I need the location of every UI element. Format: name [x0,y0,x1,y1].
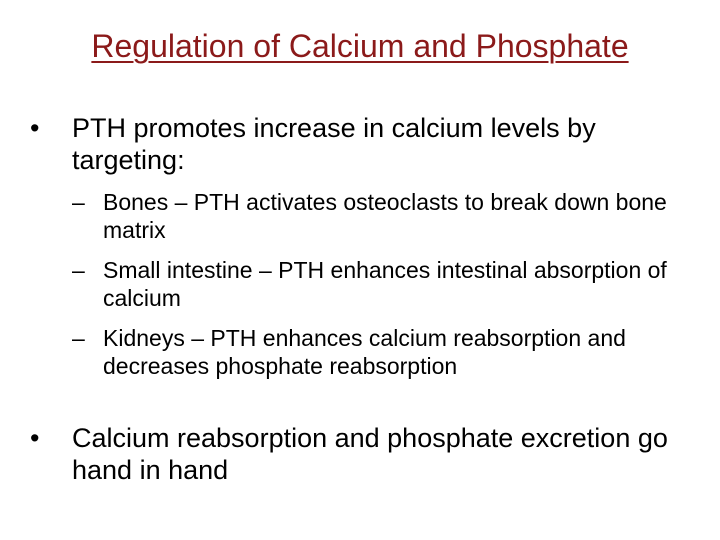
bullet-text: PTH promotes increase in calcium levels by targeting: [72,113,596,175]
slide-title: Regulation of Calcium and Phosphate [91,28,629,64]
sub-bullet-item [72,256,672,312]
sub-bullet-marker: – [72,325,85,351]
sub-bullet-text: Small intestine – PTH enhances intestinal absorption of calcium [103,257,667,311]
bullet-item [30,422,690,486]
bullet-text: Calcium reabsorption and phosphate excretion go hand in hand [72,423,668,485]
bullet-marker: • [30,423,40,453]
sub-bullet-marker: – [72,257,85,283]
sub-bullet-item [72,324,672,380]
sub-bullet-item [72,188,672,244]
sub-bullet-marker: – [72,189,85,215]
sub-bullet-text: Kidneys – PTH enhances calcium reabsorption and decreases phosphate reabsorption [103,325,626,379]
sub-bullet-text: Bones – PTH activates osteoclasts to break down bone matrix [103,189,667,243]
bullet-marker: • [30,113,40,143]
bullet-item [30,112,690,176]
